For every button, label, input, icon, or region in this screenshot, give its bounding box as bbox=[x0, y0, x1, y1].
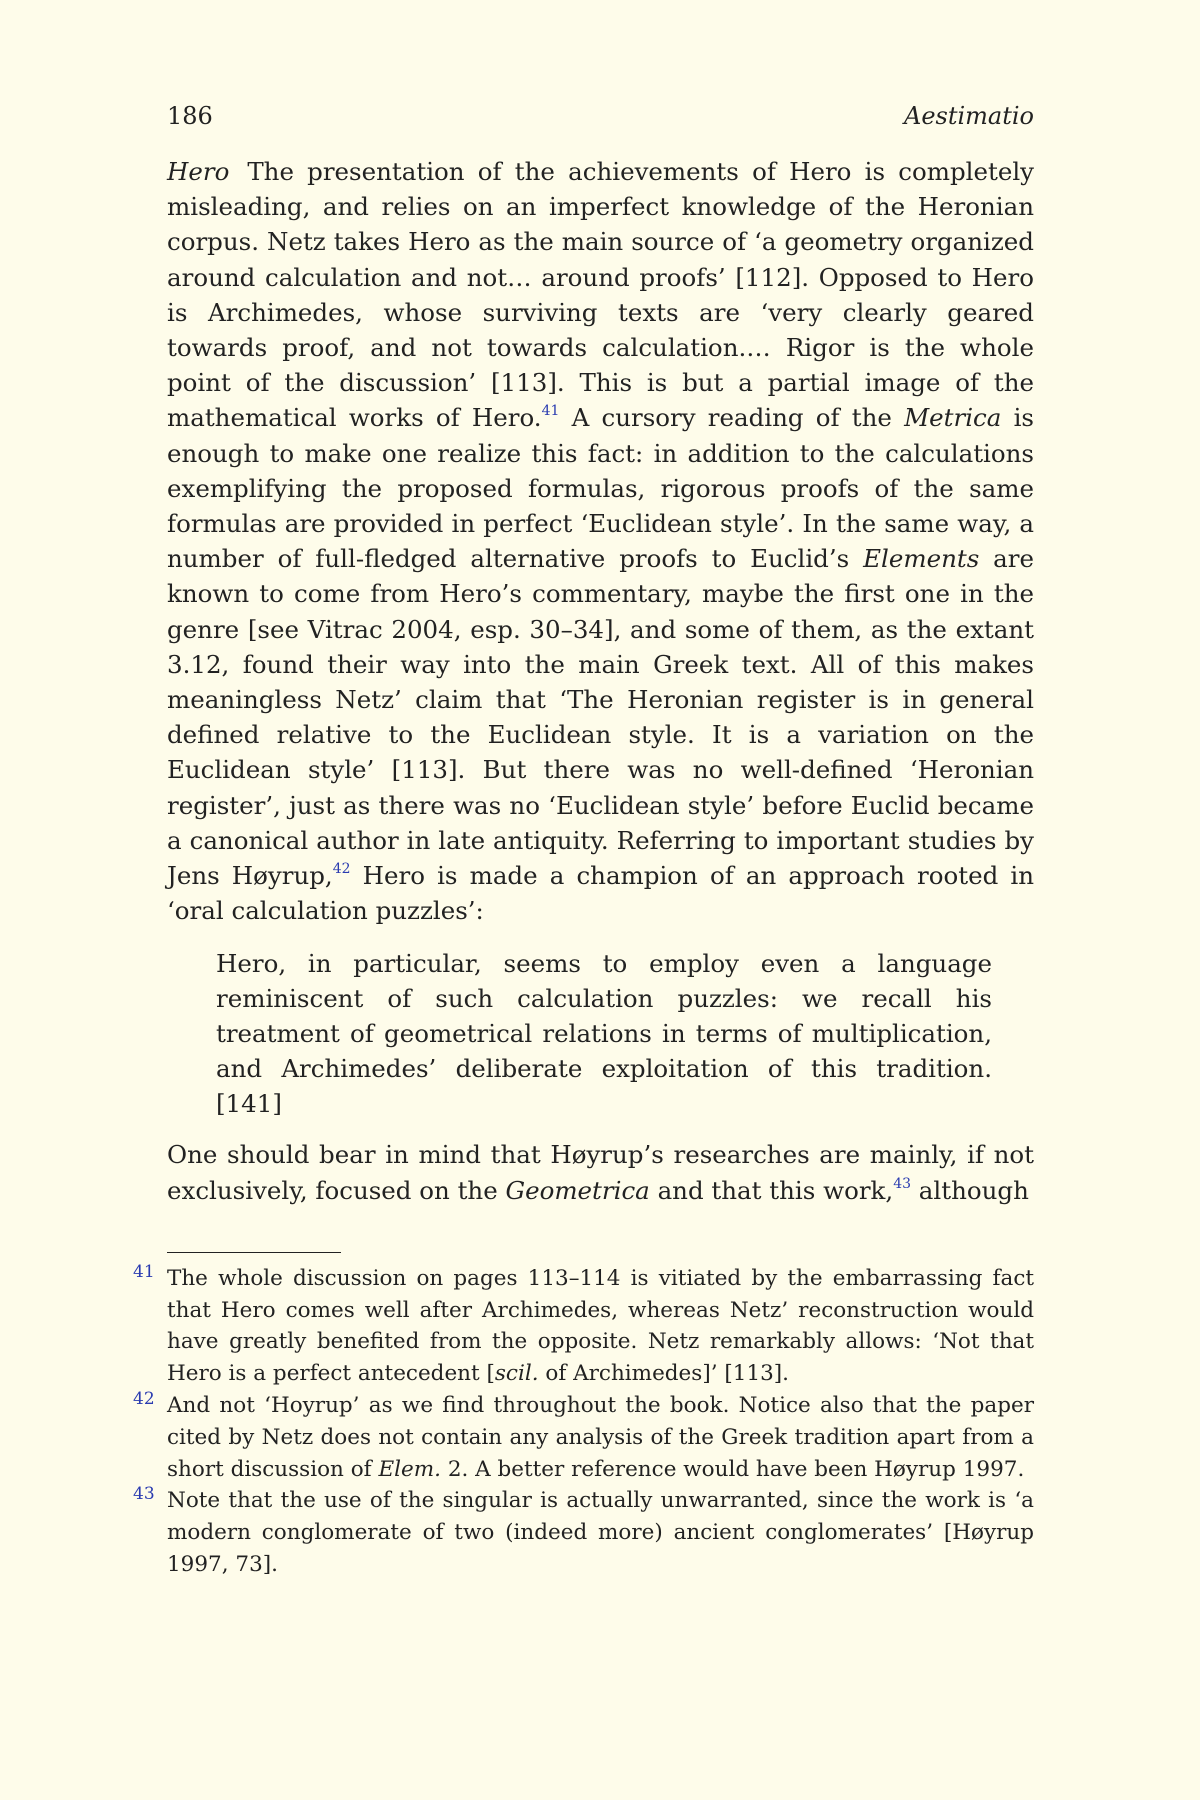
footnote-text: And not ‘Hoyrup’ as we find throughout the book. Notice also that the paper cited by Netz does not contain any analysis of the Greek tradition apart from a short discussion of bbox=[167, 1393, 1034, 1482]
main-paragraph bbox=[167, 154, 1034, 928]
paragraph-text: A cursory reading of the bbox=[559, 403, 905, 433]
page-number: 186 bbox=[167, 102, 213, 130]
footnote-text: of Archimedes]’ [113]. bbox=[538, 1361, 790, 1387]
paragraph-text: are known to come from Hero’s commentary, maybe the first one in the genre [see Vitrac 2004, esp. 30–34], and some of them, as the extant 3.12, found their way into the main Greek text. All of this makes meaningless Netz’ claim that ‘The Heronian register is in general defined relative to the Euclidean style. It is a variation on the Euclidean style’ [113]. But there was no well-defined ‘Heronian register’, just as there was no ‘Euclidean style’ before Euclid became a canonical author in late antiquity. Referring to important studies by Jens Høyrup, bbox=[167, 544, 1034, 891]
footnote-emphasis: scil. bbox=[494, 1361, 539, 1387]
paragraph-text: although bbox=[911, 1175, 1029, 1205]
footnote-ref-42[interactable]: 42 bbox=[332, 860, 351, 877]
block-quote: Hero, in particular, seems to employ even a language reminiscent of such calculation puzzles: we recall his treatment of geometrical relations in terms of multiplication, and Archimedes’ deliberate exploitation of this tradition. [141] bbox=[216, 949, 992, 1119]
footnote-divider bbox=[167, 1252, 341, 1253]
footnote-number: 41 bbox=[133, 1261, 155, 1282]
paragraph-text: Hero is made a champion of an approach rooted in ‘oral calculation puzzles’: bbox=[167, 861, 1034, 926]
continuation-paragraph bbox=[167, 1137, 1034, 1207]
journal-title: Aestimatio bbox=[903, 102, 1034, 130]
paragraph-text: The presentation of the achievements of Hero is completely misleading, and relies on an imperfect knowledge of the Heronian corpus. Netz takes Hero as the main source of ‘a geometry organized around calculation and not… around proofs’ [112]. Opposed to Hero is Archimedes, whose surviving texts are ‘very clearly geared towards proof, and not towards calculation.… Rigor is the whole point of the discussion’ [113]. This is but a partial image of the mathematical works of Hero. bbox=[167, 157, 1034, 433]
page bbox=[133, 98, 1034, 1581]
footnote-text: 2. A better reference would have been Høyrup 1997. bbox=[440, 1456, 1025, 1482]
footnote-ref-43[interactable]: 43 bbox=[893, 1175, 912, 1192]
footnotes bbox=[133, 1261, 1034, 1581]
footnote-text: Note that the use of the singular is actually unwarranted, since the work is ‘a modern conglomerate of two (indeed more) ancient conglomerates’ [Høyrup 1997, 73]. bbox=[167, 1488, 1034, 1578]
footnote-43 bbox=[133, 1484, 1034, 1580]
footnote-42 bbox=[133, 1389, 1034, 1485]
work-title-elements: Elements bbox=[863, 544, 980, 574]
running-head bbox=[167, 98, 1034, 134]
paragraph-text: is enough to make one realize this fact: in addition to the calculations exemplifying the proposed formulas, rigorous proofs of the same formulas are provided in perfect ‘Euclidean style’. In the same way, a number of full-fledged alternative proofs to Euclid’s bbox=[167, 403, 1034, 574]
footnote-number: 42 bbox=[133, 1389, 155, 1410]
footnote-emphasis: Elem. bbox=[378, 1456, 441, 1482]
footnote-ref-41[interactable]: 41 bbox=[541, 403, 560, 420]
paragraph-text: and that this work, bbox=[649, 1175, 894, 1205]
paragraph-text: One should bear in mind that Høyrup’s researches are mainly, if not exclusively, focused on the bbox=[167, 1140, 1034, 1205]
footnote-number: 43 bbox=[133, 1484, 155, 1505]
work-title-metrica: Metrica bbox=[904, 403, 1002, 433]
work-title-geometrica: Geometrica bbox=[505, 1175, 650, 1205]
footnote-text: The whole discussion on pages 113–114 is vitiated by the embarrassing fact that Hero comes well after Archimedes, whereas Netz’ reconstruction would have greatly benefited from the opposite. Netz remarkably allows: ‘Not that Hero is a perfect antecedent [ bbox=[167, 1265, 1034, 1387]
footnote-41 bbox=[133, 1261, 1034, 1390]
section-title: Hero bbox=[167, 157, 230, 186]
